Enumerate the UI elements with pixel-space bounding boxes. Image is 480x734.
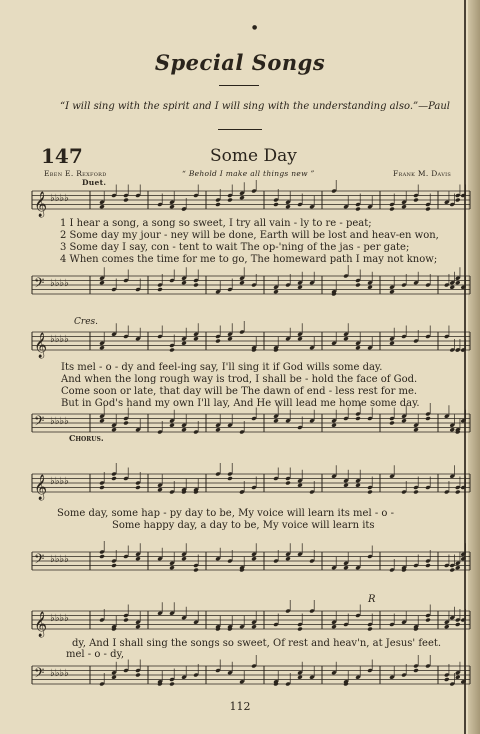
key-signature: ♭♭♭♭ [50,554,69,565]
note-head [193,283,199,288]
key-signature: ♭♭♭♭ [50,613,69,624]
note-head [285,481,291,486]
note-head [297,336,303,341]
note-head [111,427,117,432]
note-head [455,198,461,203]
note-head [367,285,373,290]
final-lyric-1: dy, And I shall sing the songs so sweet, Of rest and heav'n, at Jesus' feet. [72,638,442,649]
note-head [455,280,461,285]
note-head [215,427,221,432]
note-head [389,341,395,346]
key-signature: ♭♭♭♭ [50,668,69,679]
system-1-bass [0,272,480,308]
epigraph-rule [218,129,262,130]
key-signature: ♭♭♭♭ [50,476,69,487]
note-head [169,682,175,687]
note-head [273,202,279,207]
verse-1-line-1: 1 I hear a song, a song so sweet, I try all vain - ly to re - peat; [60,218,372,229]
note-head [389,421,395,426]
treble-clef: 𝄞 [34,475,48,500]
song-subtitle: “ Behold I make all things new ” [182,169,315,178]
note-head [135,673,141,678]
note-head [157,287,163,292]
note-head [343,565,349,570]
note-head [355,416,361,421]
key-signature: ♭♭♭♭ [50,278,69,289]
note-head [239,195,245,200]
note-head [401,418,407,423]
note-head [99,280,105,285]
note-head [135,624,141,629]
note-head [449,427,455,432]
system-3-bass [0,548,480,584]
note-head [99,554,105,559]
note-head [355,207,361,212]
note-head [425,563,431,568]
note-head [157,487,163,492]
bass-clef: 𝄢 [34,275,45,294]
note-head [181,341,187,346]
note-head [227,336,233,341]
note-head [99,418,105,423]
note-head [169,565,175,570]
note-head [169,348,175,353]
note-head [99,204,105,209]
note-head [169,204,175,209]
note-head [111,675,117,680]
note-head [297,285,303,290]
note-head [111,476,117,481]
verse-2-line-1: 2 Some day my jour - ney will be done, Earth will be lost and heav-en won, [60,230,439,241]
note-head [251,624,257,629]
note-head [444,677,450,682]
note-head [413,198,419,203]
verse-2-line-2: And when the long rough way is trod, I shall be - hold the face of God. [61,374,418,385]
note-head [355,483,361,488]
note-head [413,668,419,673]
note-head [135,556,141,561]
note-head [367,627,373,632]
note-head [413,490,419,495]
note-head [455,565,461,570]
note-head [355,345,361,350]
note-head [355,283,361,288]
page-number: 112 [229,700,251,713]
key-signature: ♭♭♭♭ [50,193,69,204]
system-3-treble [0,470,480,506]
chorus-lyric-1: Some day, some hap - py day to be, My voice will learn its mel - o - [57,508,394,519]
note-head [401,204,407,209]
page-heading: Special Songs [154,50,326,75]
final-lyric-2: mel - o - dy, [66,649,124,660]
verse-3-line-1: 3 Some day I say, con - tent to wait The op-'ning of the jas - per gate; [60,242,410,253]
note-head [444,624,450,629]
note-head [181,280,187,285]
note-head [99,345,105,350]
note-head [331,624,337,629]
note-head [389,207,395,212]
note-head [227,198,233,203]
performance-direction: Duet. [82,178,107,187]
bass-clef: 𝄢 [34,551,45,570]
note-head [99,485,105,490]
lyricist: Eben E. Rexford [44,169,107,178]
note-head [425,207,431,212]
note-head [193,336,199,341]
system-4-bass [0,662,480,698]
epigraph: “I will sing with the spirit and I will sing with the understanding also.”—Paul [60,101,450,112]
cres-marking: Cres. [74,317,98,327]
note-head [111,563,117,568]
composer: Frank M. Davis [393,169,452,178]
note-head [413,427,419,432]
note-head [331,423,337,428]
note-head [181,427,187,432]
note-head [123,198,129,203]
note-head [367,490,373,495]
note-head [273,418,279,423]
bass-clef: 𝄢 [34,413,45,432]
note-head [425,618,431,623]
chorus-label: Chorus. [69,433,104,443]
note-head [251,556,257,561]
chorus-lyric-2: Some happy day, a day to be, My voice will learn its [112,520,375,531]
note-head [285,556,291,561]
note-head [455,675,461,680]
note-head [425,416,431,421]
key-signature: ♭♭♭♭ [50,416,69,427]
song-title: Some Day [210,146,297,166]
note-head [389,289,395,294]
treble-clef: 𝄞 [34,612,48,637]
verse-3-line-2: Come soon or late, that day will be The dawn of end - less rest for me. [61,386,418,397]
note-head [135,485,141,490]
note-head [169,423,175,428]
note-head [343,483,349,488]
note-head [297,627,303,632]
note-head [215,339,221,344]
note-head [123,618,129,623]
note-head [297,483,303,488]
treble-clef: 𝄞 [34,192,48,217]
note-head [215,202,221,207]
heading-rule [219,85,259,86]
note-head [449,285,455,290]
note-head [455,622,461,627]
bass-clef: 𝄢 [34,665,45,684]
verse-4-line-1: 4 When comes the time for me to go, The homeward path I may not know; [60,254,438,265]
note-head [449,568,455,573]
note-head [460,556,466,561]
ornament-dot: ● [252,24,258,31]
treble-clef: 𝄞 [34,333,48,358]
note-head [123,421,129,426]
note-head [343,336,349,341]
verse-1-line-2: Its mel - o - dy and feel-ing say, I'll sing it if God wills some day. [61,362,383,373]
note-head [455,490,461,495]
verse-4-line-2: But in God's hand my own I'll lay, And He will lead me home some day. [61,398,420,409]
note-head [239,280,245,285]
note-head [297,675,303,680]
repeat-mark: R [368,594,376,605]
note-head [227,476,233,481]
note-head [273,289,279,294]
note-head [193,568,199,573]
key-signature: ♭♭♭♭ [50,334,69,345]
hymn-number: 147 [41,144,83,168]
note-head [285,204,291,209]
note-head [181,556,187,561]
system-2-treble [0,328,480,364]
